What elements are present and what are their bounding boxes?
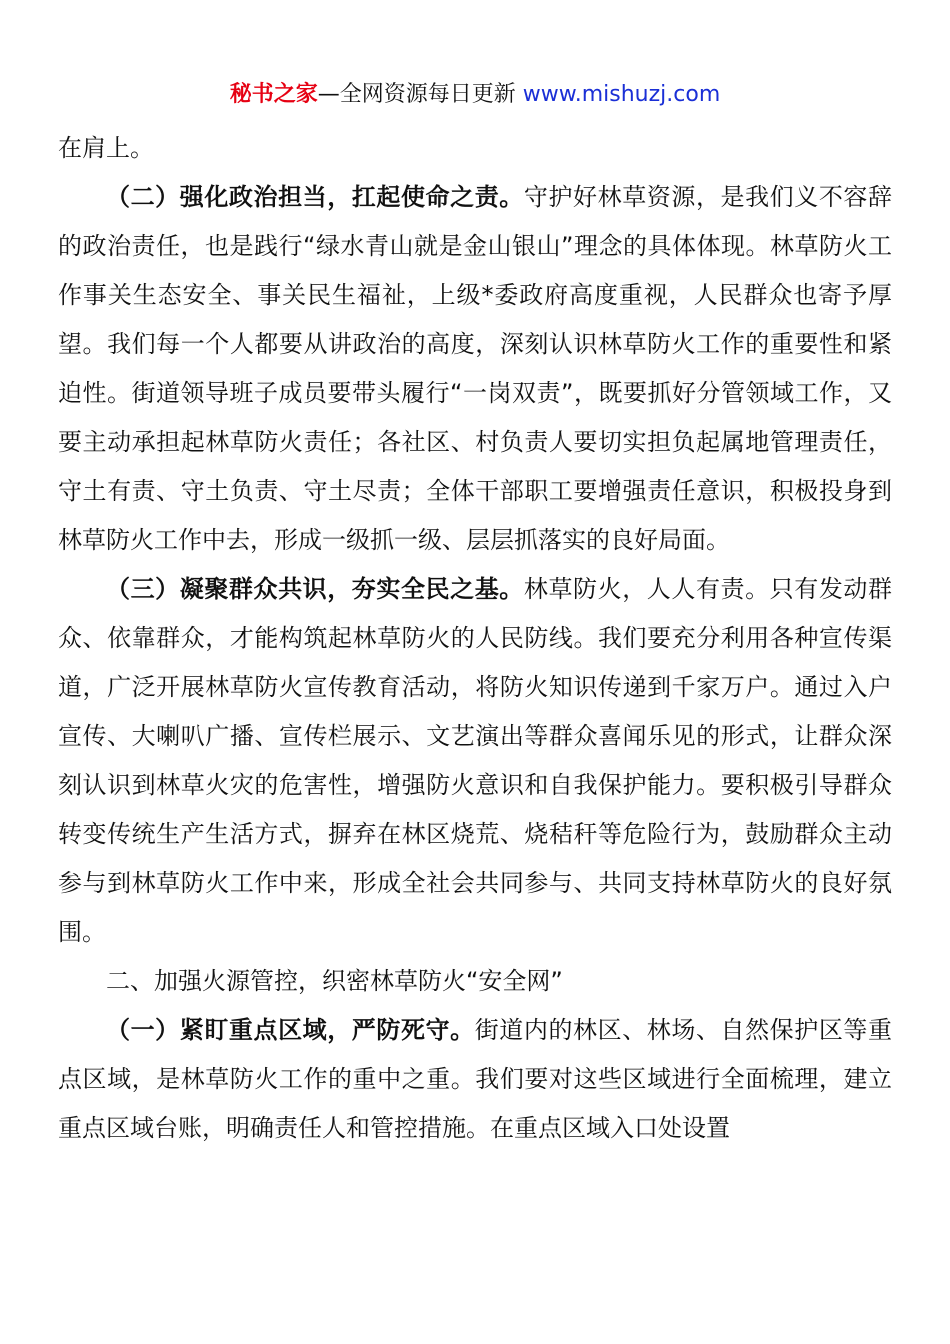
brand-name: 秘书之家: [229, 82, 318, 107]
paragraph-section-2: [58, 173, 892, 565]
paragraph-text: 守护好林草资源，是我们义不容辞的政治责任，也是践行“绿水青山就是金山银山”理念的具体体现。林草防火工作事关生态安全、事关民生福祉，上级*委政府高度重视，人民群众也寄予厚望。我们每一个人都要从讲政治的高度，深刻认识林草防火工作的重要性和紧迫性。街道领导班子成员要带头履行“一岗双责”，既要抓好分管领域工作，又要主动承担起林草防火责任；各社区、村负责人要切实担负起属地管理责任，守土有责、守土负责、守土尽责；全体干部职工要增强责任意识，积极投身到林草防火工作中去，形成一级抓一级、层层抓落实的良好局面。: [58, 183, 893, 554]
paragraph-continuation: [58, 124, 892, 173]
section-heading: [58, 957, 892, 1006]
paragraph-text: 在肩上。: [58, 134, 154, 162]
paragraph-lead: （一）紧盯重点区域，严防死守。: [106, 1016, 475, 1044]
paragraph-text: 街道内的林区、林场、自然保护区等重点区域，是林草防火工作的重中之重。我们要对这些区域进行全面梳理，建立重点区域台账，明确责任人和管控措施。在重点区域入口处设置: [58, 1016, 893, 1142]
paragraph-text: 林草防火，人人有责。只有发动群众、依靠群众，才能构筑起林草防火的人民防线。我们要充分利用各种宣传渠道，广泛开展林草防火宣传教育活动，将防火知识传递到千家万户。通过入户宣传、大喇叭广播、宣传栏展示、文艺演出等群众喜闻乐见的形式，让群众深刻认识到林草火灾的危害性，增强防火意识和自我保护能力。要积极引导群众转变传统生产生活方式，摒弃在林区烧荒、烧秸秆等危险行为，鼓励群众主动参与到林草防火工作中来，形成全社会共同参与、共同支持林草防火的良好氛围。: [58, 575, 893, 946]
section-heading-text: 二、加强火源管控，织密林草防火“安全网”: [106, 967, 563, 995]
document-body: [58, 124, 892, 1153]
brand-tagline: —全网资源每日更新: [317, 82, 523, 107]
site-url: www.mishuzj.com: [522, 82, 721, 107]
paragraph-lead: （二）强化政治担当，扛起使命之责。: [106, 183, 524, 211]
paragraph-lead: （三）凝聚群众共识，夯实全民之基。: [106, 575, 524, 603]
site-watermark-header: [0, 80, 950, 110]
paragraph-subsection-1: [58, 1006, 892, 1153]
paragraph-section-3: [58, 565, 892, 957]
